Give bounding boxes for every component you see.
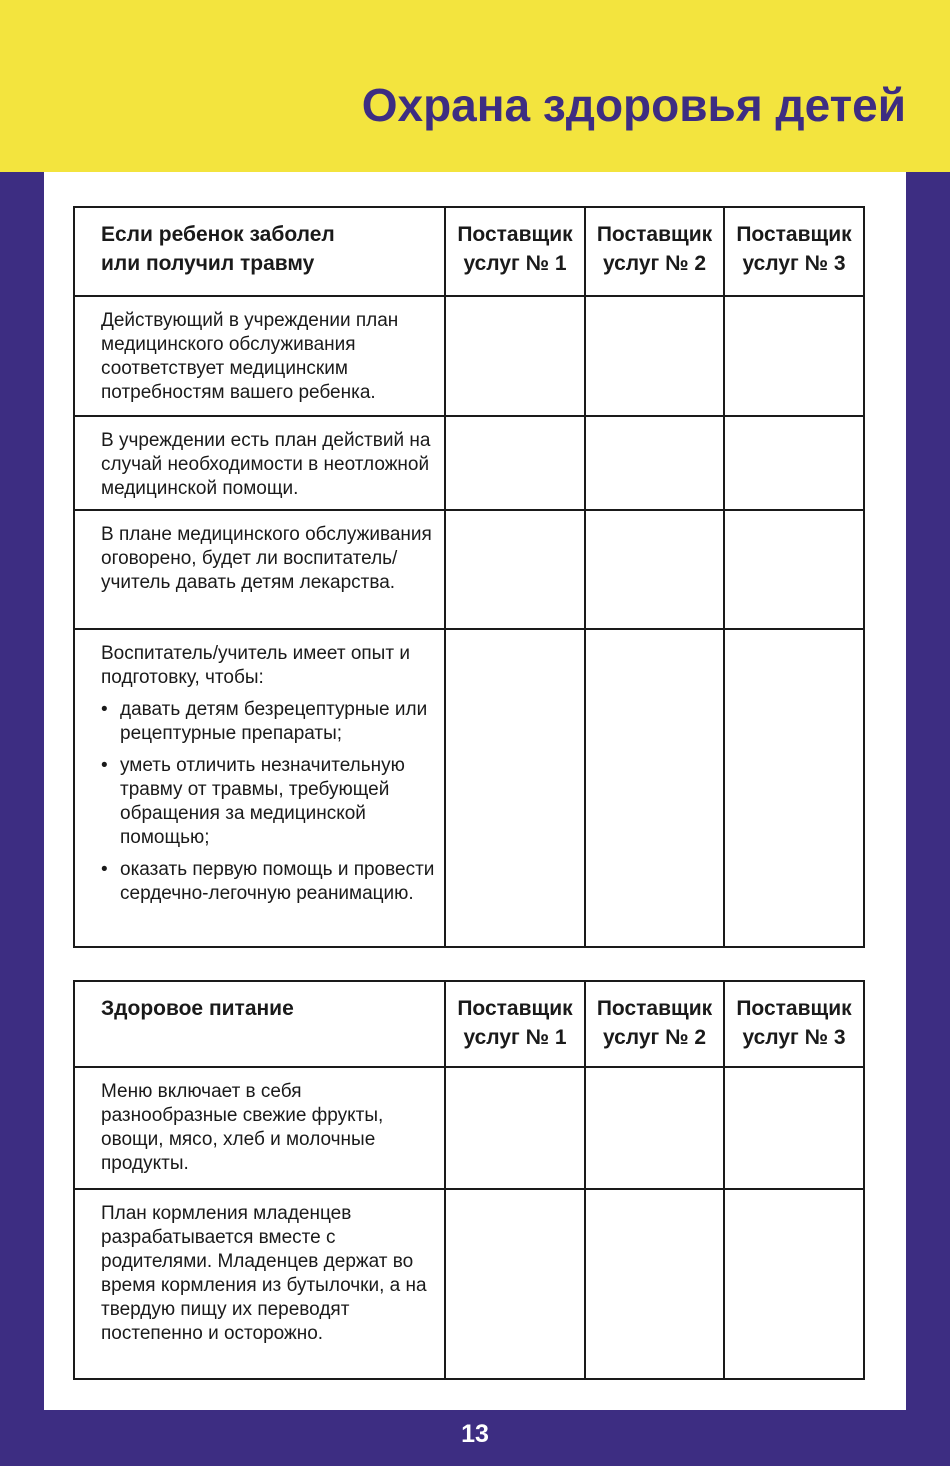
table-heading: Если ребенок заболел или получил травму — [74, 207, 445, 296]
table-row — [74, 510, 864, 629]
check-cell-provider-1[interactable] — [445, 629, 585, 947]
provider-column-2: Поставщик услуг № 2 — [585, 981, 724, 1067]
check-cell-provider-2[interactable] — [585, 1189, 724, 1379]
table-row — [74, 296, 864, 416]
criterion-bullet-list — [101, 698, 436, 906]
criterion-text: В плане медицинского обслуживания оговорено, будет ли воспитатель/учитель давать детям лекарства. — [74, 510, 445, 629]
check-cell-provider-2[interactable] — [585, 296, 724, 416]
criterion-text: В учреждении есть план действий на случай необходимости в неотложной медицинской помощи. — [74, 416, 445, 510]
check-cell-provider-2[interactable] — [585, 416, 724, 510]
check-cell-provider-1[interactable] — [445, 416, 585, 510]
check-cell-provider-3[interactable] — [724, 1067, 864, 1189]
provider-column-2: Поставщик услуг № 2 — [585, 207, 724, 296]
criterion-text: План кормления младенцев разрабатывается вместе с родителями. Младенцев держат во время кормления из бутылочки, а на твердую пищу их переводят постепенно и осторожно. — [74, 1189, 445, 1379]
page-title: Охрана здоровья детей — [361, 79, 906, 131]
check-cell-provider-3[interactable] — [724, 629, 864, 947]
check-cell-provider-2[interactable] — [585, 510, 724, 629]
check-cell-provider-1[interactable] — [445, 510, 585, 629]
check-cell-provider-1[interactable] — [445, 296, 585, 416]
check-cell-provider-2[interactable] — [585, 629, 724, 947]
list-item: • оказать первую помощь и провести сердечно-легочную реанимацию. — [101, 858, 436, 906]
check-cell-provider-1[interactable] — [445, 1189, 585, 1379]
provider-column-3: Поставщик услуг № 3 — [724, 981, 864, 1067]
table-row — [74, 1189, 864, 1379]
provider-column-3: Поставщик услуг № 3 — [724, 207, 864, 296]
check-cell-provider-3[interactable] — [724, 416, 864, 510]
check-cell-provider-1[interactable] — [445, 1067, 585, 1189]
list-item: • давать детям безрецептурные или рецептурные препараты; — [101, 698, 436, 746]
table-header-row — [74, 981, 864, 1067]
checklist-table-nutrition — [73, 980, 865, 1380]
check-cell-provider-2[interactable] — [585, 1067, 724, 1189]
provider-column-1: Поставщик услуг № 1 — [445, 981, 585, 1067]
table-row — [74, 1067, 864, 1189]
table-heading: Здоровое питание — [74, 981, 445, 1067]
provider-column-1: Поставщик услуг № 1 — [445, 207, 585, 296]
table-row — [74, 629, 864, 947]
page-header — [0, 0, 950, 172]
checklist-table-illness — [73, 206, 865, 948]
list-item: • уметь отличить незначительную травму от травмы, требующей обращения за медицинской помощью; — [101, 754, 436, 850]
criterion-text: Воспитатель/учитель имеет опыт и подготовку, чтобы: • давать детям безрецептурные или рецептурные препараты; • уметь отличить незначительную травму от травмы, требующей обращения за медицинской помощью; • оказать первую помощь и провести сердечно-легочную реанимацию. — [74, 629, 445, 947]
criterion-text: Действующий в учреждении план медицинского обслуживания соответствует медицинским потребностям вашего ребенка. — [74, 296, 445, 416]
check-cell-provider-3[interactable] — [724, 296, 864, 416]
criterion-text: Меню включает в себя разнообразные свежие фрукты, овощи, мясо, хлеб и молочные продукты. — [74, 1067, 445, 1189]
check-cell-provider-3[interactable] — [724, 1189, 864, 1379]
check-cell-provider-3[interactable] — [724, 510, 864, 629]
table-row — [74, 416, 864, 510]
page-number: 13 — [461, 1420, 489, 1448]
table-header-row — [74, 207, 864, 296]
page-body — [44, 172, 906, 1410]
